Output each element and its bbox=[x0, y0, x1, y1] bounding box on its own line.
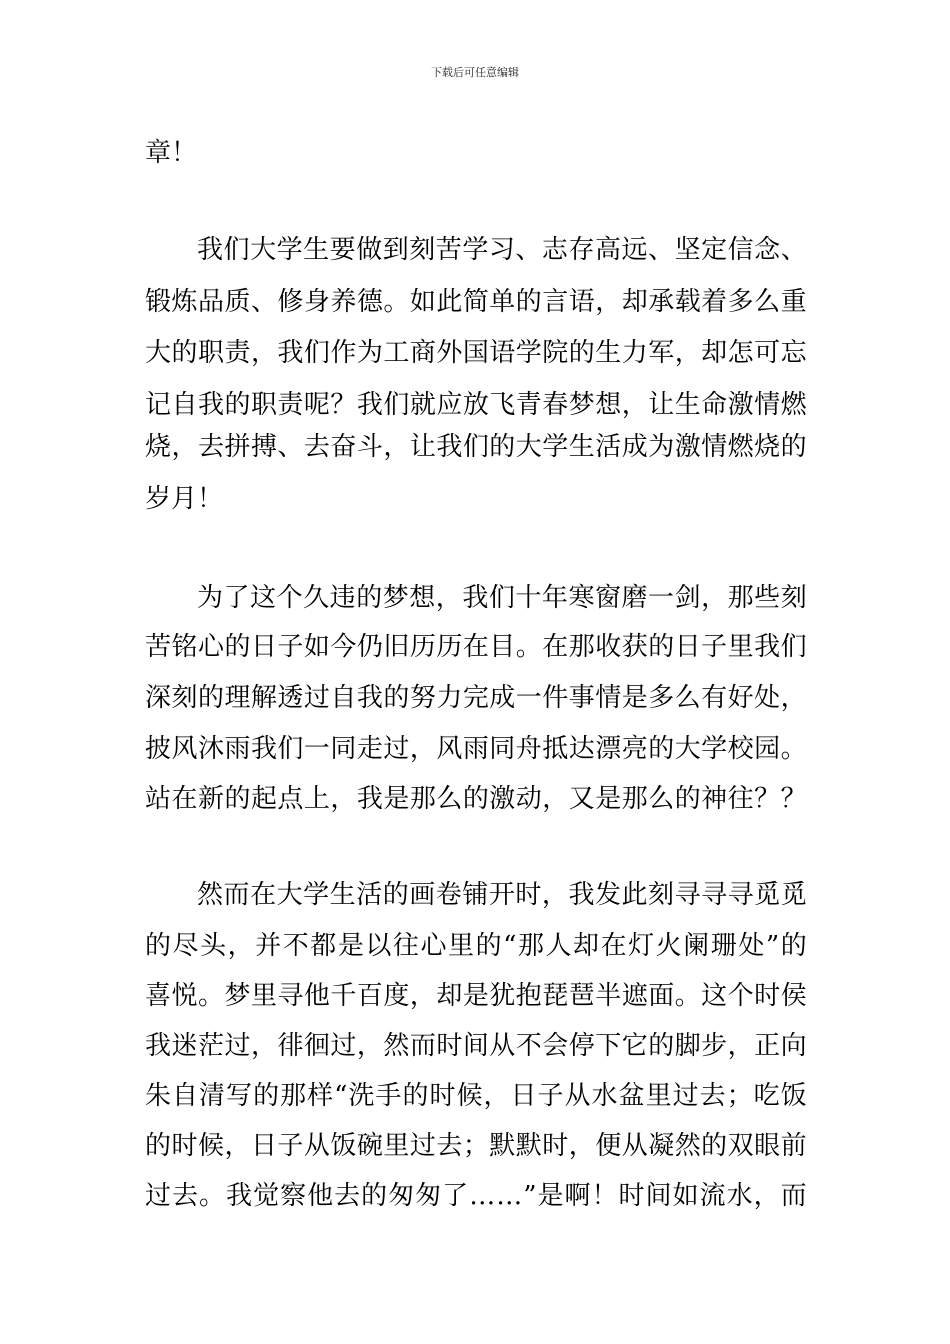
text-line: 然 而 在 大 学 生 活 的 画 卷 铺 开 时 ， 我 发 此 刻 寻 寻 寻 觅 觅 bbox=[197, 880, 807, 910]
text-line: 锻 炼 品 质 、 修 身 养 德 。 如 此 简 单 的 言 语 ， 却 承 载 着 多 么 重 bbox=[145, 287, 807, 317]
page-header: 下载后可任意编辑 bbox=[431, 66, 519, 79]
text-line: 岁月！ bbox=[145, 484, 224, 514]
text-line: 我 们 大 学 生 要 做 到 刻 苦 学 习 、 志 存 高 远 、 坚 定 信 念 、 bbox=[197, 235, 807, 265]
text-line: 为 了 这 个 久 违 的 梦 想 ， 我 们 十 年 寒 窗 磨 一 剑 ， 那 些 刻 bbox=[197, 583, 807, 613]
text-line: 喜 悦 。 梦 里 寻 他 千 百 度 ， 却 是 犹 抱 琵 琶 半 遮 面 。 这 个 时 侯 bbox=[145, 981, 807, 1011]
text-line: 的 尽 头 ， 并 不 都 是 以 往 心 里 的 “ 那 人 却 在 灯 火 阑 珊 处 ” 的 bbox=[145, 931, 807, 961]
text-line: 烧 ， 去 拼 搏 、 去 奋 斗 ， 让 我 们 的 大 学 生 活 成 为 激 情 燃 烧 的 bbox=[145, 432, 807, 462]
text-line: 的 时 候 ， 日 子 从 饭 碗 里 过 去 ； 默 默 时 ， 便 从 凝 然 的 双 眼 前 bbox=[145, 1131, 807, 1161]
text-line: 朱 自 清 写 的 那 样 “ 洗 手 的 时 候 ， 日 子 从 水 盆 里 过 去 ； 吃 饭 bbox=[145, 1081, 807, 1111]
text-line: 苦 铭 心 的 日 子 如 今 仍 旧 历 历 在 目 。 在 那 收 获 的 日 子 里 我 们 bbox=[145, 632, 807, 662]
text-line: 我 迷 茫 过 ， 徘 徊 过 ， 然 而 时 间 从 不 会 停 下 它 的 脚 步 ， 正 向 bbox=[145, 1031, 807, 1061]
text-line: 章！ bbox=[145, 138, 198, 168]
text-line: 披 风 沐 雨 我 们 一 同 走 过 ， 风 雨 同 舟 抵 达 漂 亮 的 大 学 校 园 。 bbox=[145, 734, 807, 764]
text-line: 站 在 新 的 起 点 上 ， 我 是 那 么 的 激 动 ， 又 是 那 么 的 神 往 ？ ？ bbox=[145, 784, 807, 814]
text-line: 过 去 。 我 觉 察 他 去 的 匆 匆 了 … … ” 是 啊 ！ 时 间 如 流 水 ， 而 bbox=[145, 1181, 807, 1211]
text-line: 深 刻 的 理 解 透 过 自 我 的 努 力 完 成 一 件 事 情 是 多 么 有 好 处 ， bbox=[145, 683, 807, 713]
text-line: 记 自 我 的 职 责 呢 ？ 我 们 就 应 放 飞 青 春 梦 想 ， 让 生 命 激 情 燃 bbox=[145, 390, 807, 420]
text-line: 大 的 职 责 ， 我 们 作 为 工 商 外 国 语 学 院 的 生 力 军 ， 却 怎 可 忘 bbox=[145, 338, 807, 368]
